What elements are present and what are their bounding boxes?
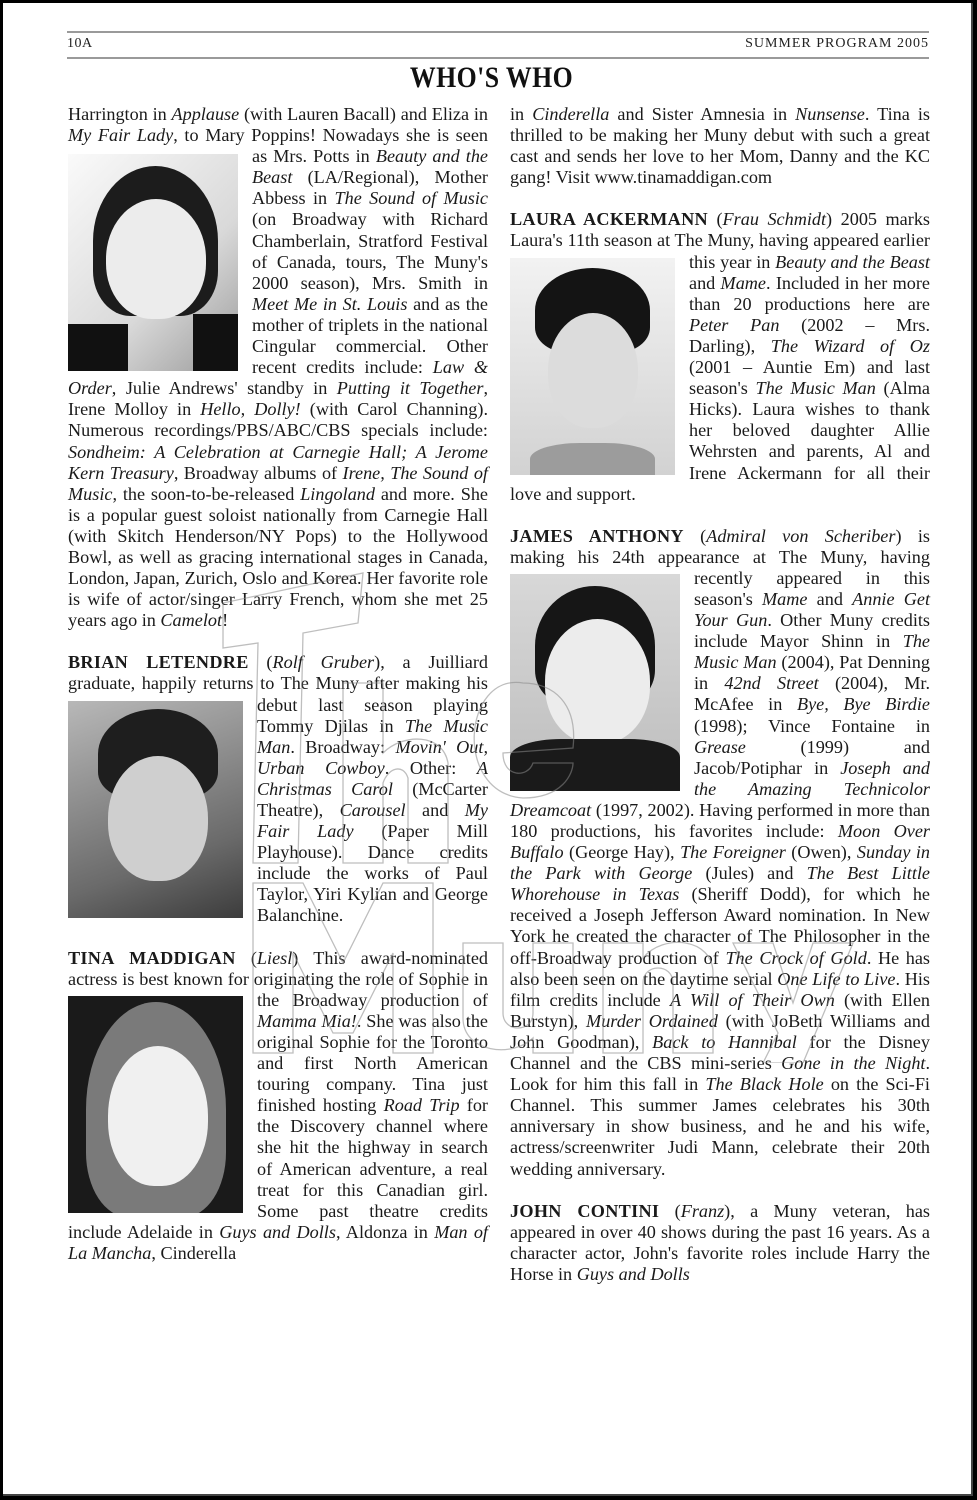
performer-name: JOHN CONTINI: [510, 1200, 660, 1221]
bio-brian-letendre: BRIAN LETENDRE (Rolf Gruber), a Juilliard graduate, happily returns to The Muny after making his debut last season playing Tommy Djilas in The Music Man. Broadway: Movin' Out, Urban Cowboy. Other: A Christmas Carol (McCarter Theatre), Carousel and My Fair Lady (Paper Mill Playhouse). Dance credits include the works of Paul Taylor, Yiri Kylian and George Balanchine.: [68, 652, 489, 926]
left-column: [68, 104, 488, 1285]
bio-james-anthony: JAMES ANTHONY (Admiral von Scheriber) is making his 24th appearance at The Muny, having recently appeared in this season's Mame and Annie Get Your Gun. Other Muny credits include Mayor Shinn in The Music Man (2004), Pat Denning in 42nd Street (2004), Mr. McAfee in Bye, Bye Birdie (1998); Vince Fontaine in Grease (1999) and Jacob/Potiphar in Joseph and the Amazing Technicolor Dreamcoat (1997, 2002). Having performed in more than 180 productions, his favorites include: Moon Over Buffalo (George Hay), The Foreigner (Owen), Sunday in the Park with George (Jules) and The Best Little Whorehouse in Texas (Sheriff Dodd), for which he received a Joseph Jefferson Award nomination. In New York he created the character of The Philosopher in the off-Broadway production of The Crock of Gold. He has also been seen on the daytime serial One Life to Live. His film credits include A Will of Their Own (with Ellen Burstyn), Murder Ordained (with JoBeth Williams and John Goodman), Back to Hannibal for the Disney Channel and the CBS mini-series Gone in the Night. Look for him this fall in The Black Hole on the Sci-Fi Channel. This summer James celebrates his 30th anniversary in show business, and he and his wife, actress/screenwriter Judi Mann, celebrate their 20th wedding anniversary.: [510, 525, 931, 1179]
headshot-photo: [68, 154, 238, 371]
headshot-photo: [510, 574, 680, 791]
character-role: Admiral von Scheriber: [706, 525, 896, 546]
performer-name: LAURA ACKERMANN: [510, 209, 708, 230]
bio-laura-ackermann: LAURA ACKERMANN (Frau Schmidt) 2005 marks Laura's 11th season at The Muny, having appeared earlier this year in Beauty and the Beast and Mame. Included in her more than 20 productions here are Peter Pan (2002 – Mrs. Darling), The Wizard of Oz (2001 – Auntie Em) and last season's The Music Man (Alma Hicks). Laura wishes to thank her beloved daughter Allie Wehrsten and parents, Al and Irene Ackermann for all their love and support.: [510, 209, 931, 504]
bio-continuation: Harrington in Applause (with Lauren Bacall) and Eliza in My Fair Lady, to Mary Poppins! Nowadays she is seen as Mrs. Potts in Beauty and the Beast (LA/Regional), Mother Abbess in The Sound of Music (on Broadway with Richard Chamberlain, Stratford Festival of Canada, tours, The Muny's 2000 season), Mrs. Smith in Meet Me in St. Louis and as the mother of triplets in the national Cingular commercial. Other recent credits include: Law & Order, Julie Andrews' standby in Putting it Together, Irene Molloy in Hello, Dolly! (with Carol Channing). Numerous recordings/PBS/ABC/CBS specials include: Sondheim: A Celebration at Carnegie Hall; A Jerome Kern Treasury, Broadway albums of Irene, The Sound of Music, the soon-to-be-released Lingoland and more. She is a popular guest soloist nationally from Carnegie Hall (with Skitch Henderson/NY Pops) to the Hollywood Bowl, as well as gracing international stages in Canada, London, Japan, Zurich, Oslo and Korea. Her favorite role is wife of actor/singer Larry French, whom she met 25 years ago in Camelot!: [68, 104, 489, 631]
bio-tina-maddigan: TINA MADDIGAN (Liesl) This award-nominated actress is best known for originating the role of Sophie in the Broadway production of Mamma Mia!. She was also the original Sophie for the Toronto and first North American touring company. Tina just finished hosting Road Trip for the Discovery channel where she hit the highway in search of American adventure, a real treat for this Canadian girl. Some past theatre credits include Adelaide in Guys and Dolls, Aldonza in Man of La Mancha, Cinderella: [68, 947, 489, 1263]
headshot-photo: [510, 258, 675, 475]
character-role: Franz: [680, 1200, 725, 1221]
performer-name: BRIAN LETENDRE: [68, 652, 249, 673]
program-page: [3, 3, 973, 1496]
performer-name: TINA MADDIGAN: [68, 947, 236, 968]
bio-john-contini: JOHN CONTINI (Franz), a Muny veteran, has appeared in over 40 shows during the past 16 years. As a character actor, John's favorite roles include Harry the Horse in Guys and Dolls: [510, 1200, 930, 1284]
character-role: Frau Schmidt: [722, 209, 827, 230]
page-number: 10A: [67, 36, 93, 51]
character-role: Rolf Gruber: [272, 652, 375, 673]
performer-name: JAMES ANTHONY: [510, 525, 684, 546]
headshot-photo: [68, 996, 243, 1213]
character-role: Liesl: [256, 947, 293, 968]
headshot-photo: [68, 701, 243, 918]
page-title: WHO'S WHO: [409, 61, 574, 94]
publication-title: SUMMER PROGRAM 2005: [745, 36, 929, 51]
page-header: [67, 31, 929, 59]
right-column: [510, 104, 930, 1306]
bio-tina-maddigan-continued: in Cinderella and Sister Amnesia in Nunsense. Tina is thrilled to be making her Muny debut with such a great cast and sends her love to her Mom, Danny and the KC gang! Visit www.tinamaddigan.com: [510, 104, 930, 188]
